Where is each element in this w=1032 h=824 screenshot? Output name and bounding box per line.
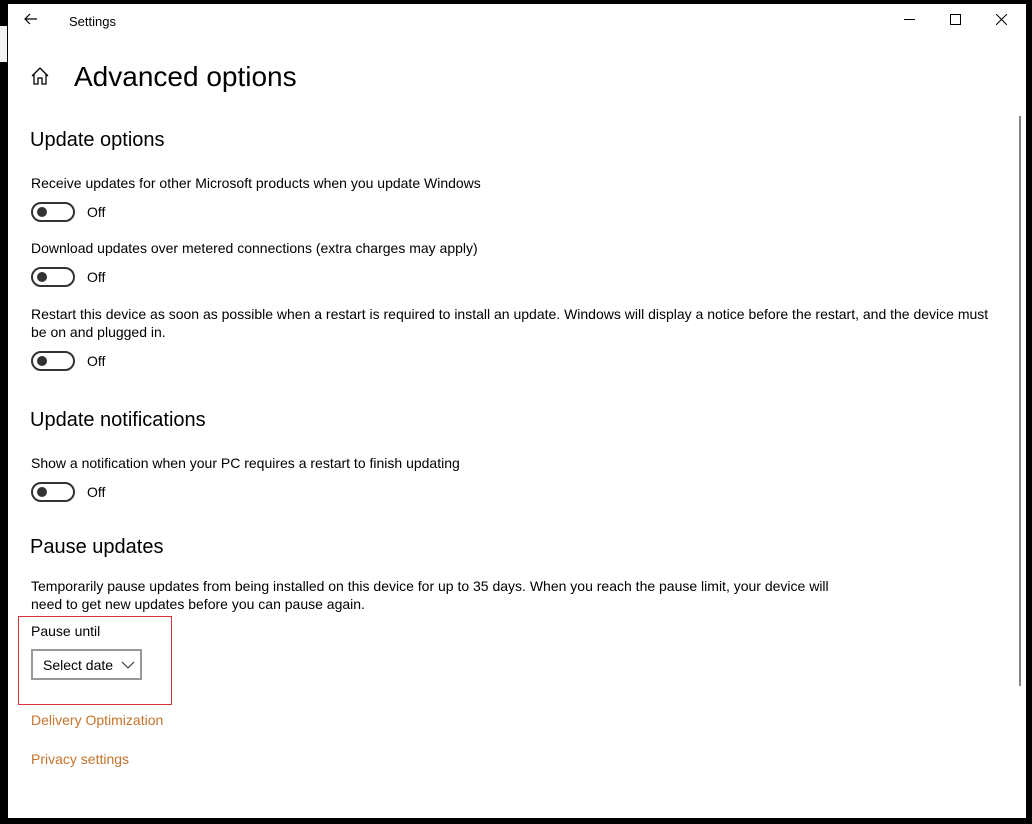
link-privacy-settings[interactable]: Privacy settings — [31, 751, 130, 767]
title-bar — [8, 4, 1026, 38]
minimize-button[interactable] — [886, 4, 932, 38]
chevron-down-icon — [121, 661, 135, 669]
back-arrow-icon — [24, 12, 38, 30]
toggle-knob — [37, 356, 47, 366]
toggle-state-label: Off — [87, 269, 106, 285]
setting-label-restart-notification: Show a notification when your PC requires a restart to finish updating — [31, 455, 460, 471]
toggle-metered[interactable] — [31, 267, 75, 287]
toggle-restart-asap[interactable] — [31, 351, 75, 371]
toggle-state-label: Off — [87, 484, 106, 500]
toggle-state-label: Off — [87, 353, 106, 369]
toggle-other-products[interactable] — [31, 202, 75, 222]
toggle-restart-notification[interactable] — [31, 482, 75, 502]
close-icon — [996, 12, 1007, 30]
home-icon — [30, 66, 50, 91]
setting-restart-notification — [31, 481, 105, 503]
section-heading-update-notifications: Update notifications — [30, 409, 206, 431]
maximize-button[interactable] — [932, 4, 978, 38]
minimize-icon — [904, 12, 915, 30]
back-button[interactable] — [18, 8, 44, 34]
setting-label-metered: Download updates over metered connections (extra charges may apply) — [31, 240, 478, 256]
page-title: Advanced options — [74, 61, 297, 92]
scrollbar[interactable] — [1019, 116, 1021, 686]
pause-updates-description: Temporarily pause updates from being installed on this device for up to 35 days. When you reach the pause limit, your device will need to get new updates before you can pause again. — [31, 578, 829, 612]
window-title: Settings — [69, 14, 116, 29]
desktop-window-edge — [0, 26, 7, 62]
desktop-background — [0, 0, 8, 824]
setting-label-other-products: Receive updates for other Microsoft products when you update Windows — [31, 175, 481, 191]
link-delivery-optimization[interactable]: Delivery Optimization — [31, 712, 164, 728]
close-button[interactable] — [978, 4, 1024, 38]
setting-label-restart-asap: Restart this device as soon as possible when a restart is required to install an update. Windows will display a notice before the restart, and the device must be on and plugged in. — [31, 306, 989, 340]
settings-window — [8, 4, 1026, 818]
toggle-knob — [37, 272, 47, 282]
pause-until-label: Pause until — [31, 623, 101, 639]
toggle-state-label: Off — [87, 204, 106, 220]
section-heading-update-options: Update options — [30, 129, 165, 151]
setting-restart-asap — [31, 350, 105, 372]
setting-other-products — [31, 201, 105, 223]
select-date-text: Select date — [43, 656, 114, 673]
home-button[interactable] — [28, 66, 52, 90]
toggle-knob — [37, 207, 47, 217]
toggle-knob — [37, 487, 47, 497]
select-date-dropdown[interactable] — [31, 649, 142, 680]
maximize-icon — [950, 12, 961, 30]
setting-metered — [31, 266, 105, 288]
section-heading-pause-updates: Pause updates — [30, 536, 164, 558]
